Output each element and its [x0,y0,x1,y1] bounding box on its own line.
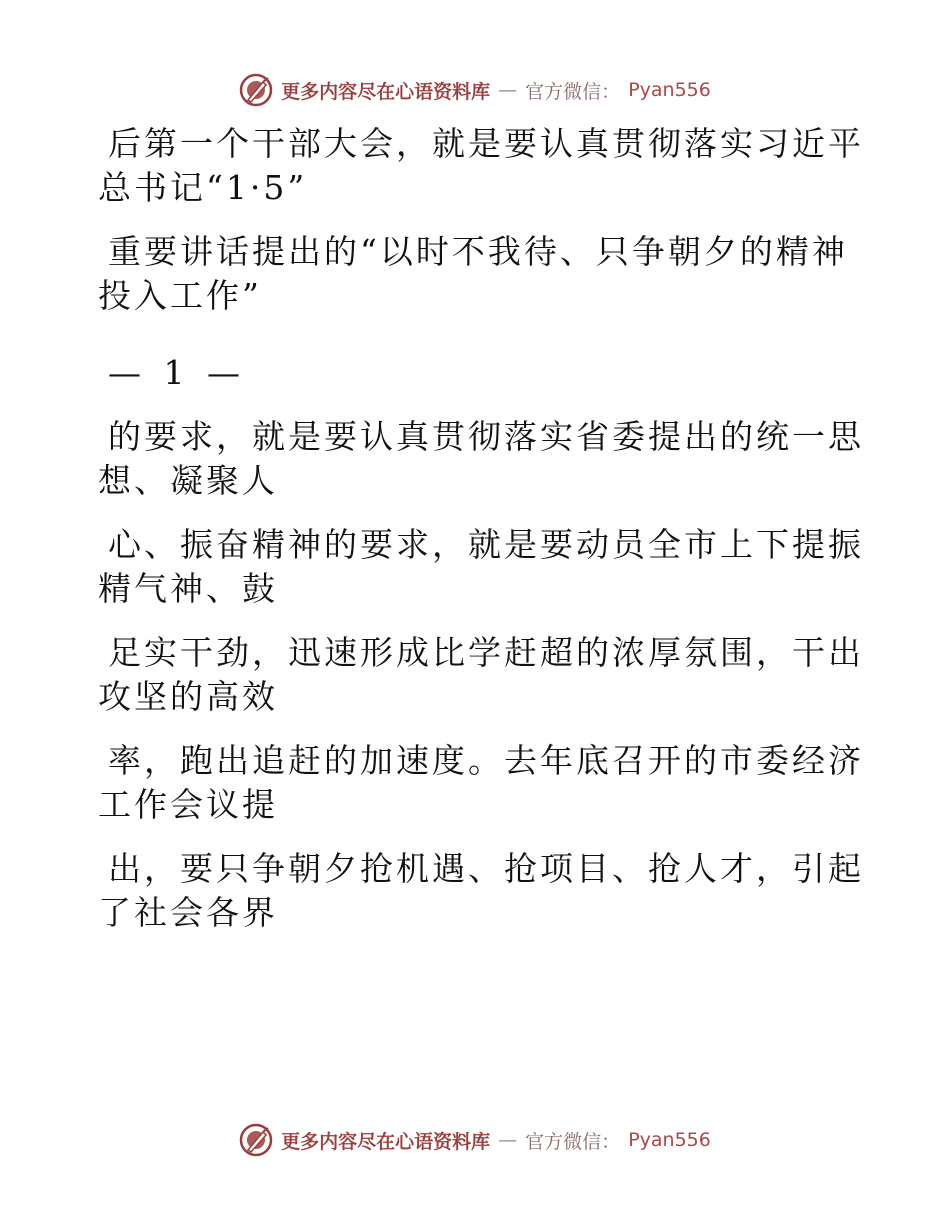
text-line: 重要讲话提出的“以时不我待、只争朝夕的精神 [108,232,848,271]
page-number: — 1 — [108,353,246,392]
footer-watermark [0,1120,950,1160]
text-line: 后第一个干部大会，就是要认真贯彻落实习近平 [108,124,864,163]
header-watermark [0,70,950,110]
document-body [98,122,864,935]
text-line: 率，跑出追赶的加速度。去年底召开的市委经济 [108,741,864,780]
text-line: 的要求，就是要认真贯彻落实省委提出的统一思 [108,417,864,456]
watermark-wechat-id: Pyan556 [628,1129,711,1151]
text-line: 想、凝聚人 [98,461,278,500]
pen-seal-logo-icon [239,1123,273,1157]
text-line: 精气神、鼓 [98,569,278,608]
text-line: 足实干劲，迅速形成比学赶超的浓厚氛围，干出 [108,633,864,672]
text-line: 总书记“1·5” [98,168,308,207]
watermark-text: 更多内容尽在心语资料库 [281,1130,491,1153]
text-line: 工作会议提 [98,785,278,824]
watermark-dash: — [498,79,518,101]
text-line: 了社会各界 [98,893,278,932]
text-line: 投入工作” [98,276,262,315]
watermark-text: 更多内容尽在心语资料库 [281,80,491,103]
text-line: 出，要只争朝夕抢机遇、抢项目、抢人才，引起 [108,849,864,888]
text-line: 心、振奋精神的要求，就是要动员全市上下提振 [108,525,864,564]
watermark-wechat-label: 官方微信： [525,1130,621,1153]
text-line: 攻坚的高效 [98,677,278,716]
watermark-dash: — [498,1129,518,1151]
watermark-wechat-label: 官方微信： [525,80,621,103]
pen-seal-logo-icon [239,73,273,107]
watermark-wechat-id: Pyan556 [628,79,711,101]
